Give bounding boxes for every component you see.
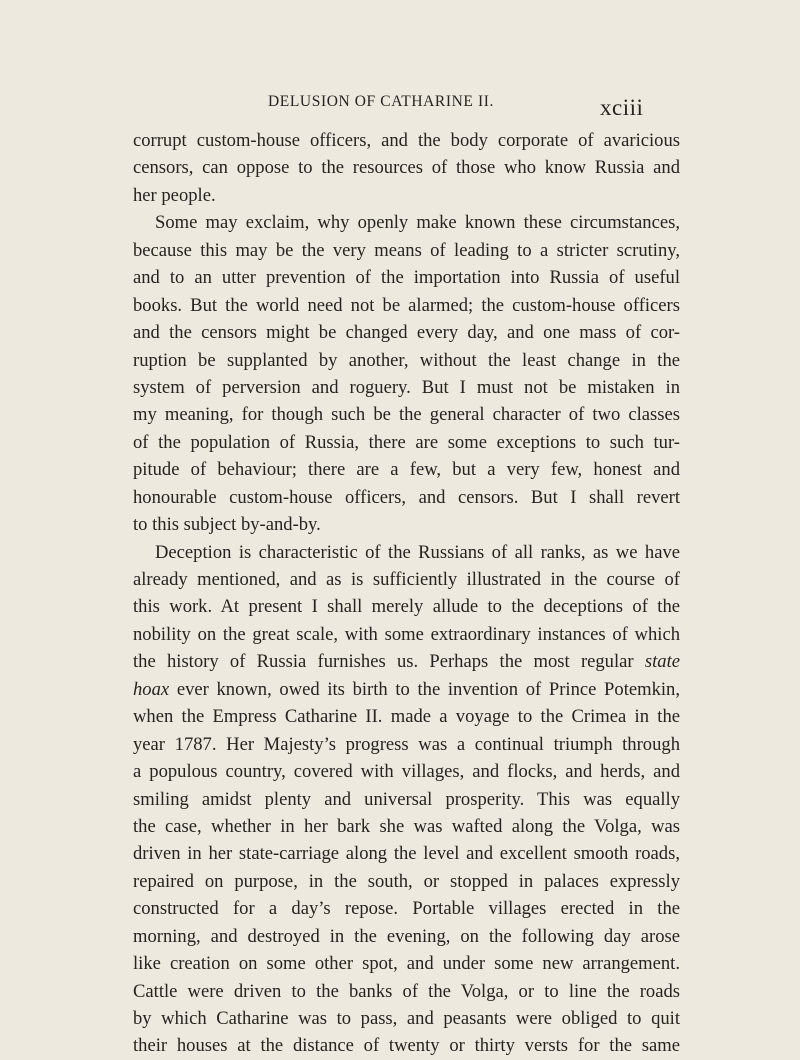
text-fragment: the history of Russia furnishes us. Perhaps the most regular (133, 651, 634, 673)
text-line-with-italic (133, 676, 680, 703)
text-line: and to an utter prevention of the importation into Russia of useful (133, 267, 680, 289)
text-line: this work. At present I shall merely allude to the deceptions of the (133, 596, 680, 618)
text-line: because this may be the very means of leading to a stricter scrutiny, (133, 239, 680, 261)
text-line: repaired on purpose, in the south, or stopped in palaces expressly (133, 870, 680, 892)
text-line: of the population of Russia, there are some exceptions to such tur- (133, 431, 680, 453)
italic-word-state: state (644, 651, 680, 673)
text-line: to this subject by-and-by. (133, 514, 321, 536)
text-line: year 1787. Her Majesty’s progress was a continual triumph through (133, 733, 680, 755)
text-fragment: ever known, owed its birth to the invention of Prince Potemkin, (176, 678, 680, 700)
text-line: Deception is characteristic of the Russians of all ranks, as we have (155, 541, 680, 563)
italic-word-hoax: hoax (133, 678, 170, 700)
page-number: xciii (600, 95, 644, 120)
text-line: the case, whether in her bark she was wafted along the Volga, was (133, 815, 680, 837)
text-line: pitude of behaviour; there are a few, but a very few, honest and (133, 459, 680, 481)
text-line: censors, can oppose to the resources of those who know Russia and (133, 157, 680, 179)
text-line: by which Catharine was to pass, and peasants were obliged to quit (133, 1008, 680, 1029)
text-line: system of perversion and roguery. But I must not be mistaken in (133, 376, 680, 398)
text-line: ruption be supplanted by another, without the least change in the (133, 349, 680, 371)
running-head (0, 91, 800, 121)
text-line: morning, and destroyed in the evening, on the following day arose (133, 925, 680, 947)
text-line: driven in her state-carriage along the level and excellent smooth roads, (133, 843, 680, 865)
text-line: when the Empress Catharine II. made a voyage to the Crimea in the (133, 706, 680, 728)
text-line: honourable custom-house officers, and censors. But I shall revert (133, 486, 680, 508)
text-line: her people. (133, 184, 216, 206)
text-line: Some may exclaim, why openly make known these circumstances, (155, 212, 680, 234)
text-line: already mentioned, and as is sufficiently illustrated in the course of (133, 569, 680, 590)
text-line: corrupt custom-house officers, and the body corporate of avaricious (133, 130, 680, 151)
text-line: and the censors might be changed every day, and one mass of cor- (133, 322, 680, 344)
body-text (133, 127, 680, 1060)
text-line: their houses at the distance of twenty or thirty versts for the same (133, 1035, 680, 1057)
text-line: constructed for a day’s repose. Portable villages erected in the (133, 898, 680, 920)
text-line: a populous country, covered with villages, and flocks, and herds, and (133, 761, 680, 783)
text-line: my meaning, for though such be the general character of two classes (133, 404, 680, 426)
text-line: books. But the world need not be alarmed; the custom-house officers (133, 294, 680, 316)
text-line-with-italic (133, 648, 680, 675)
text-line: smiling amidst plenty and universal prosperity. This was equally (133, 788, 680, 810)
text-line: like creation on some other spot, and under some new arrangement. (133, 953, 680, 975)
text-line: Cattle were driven to the banks of the Volga, or to line the roads (133, 980, 680, 1002)
text-line: nobility on the great scale, with some extraordinary instances of which (133, 623, 680, 645)
running-title: DELUSION OF CATHARINE II. (268, 93, 494, 110)
